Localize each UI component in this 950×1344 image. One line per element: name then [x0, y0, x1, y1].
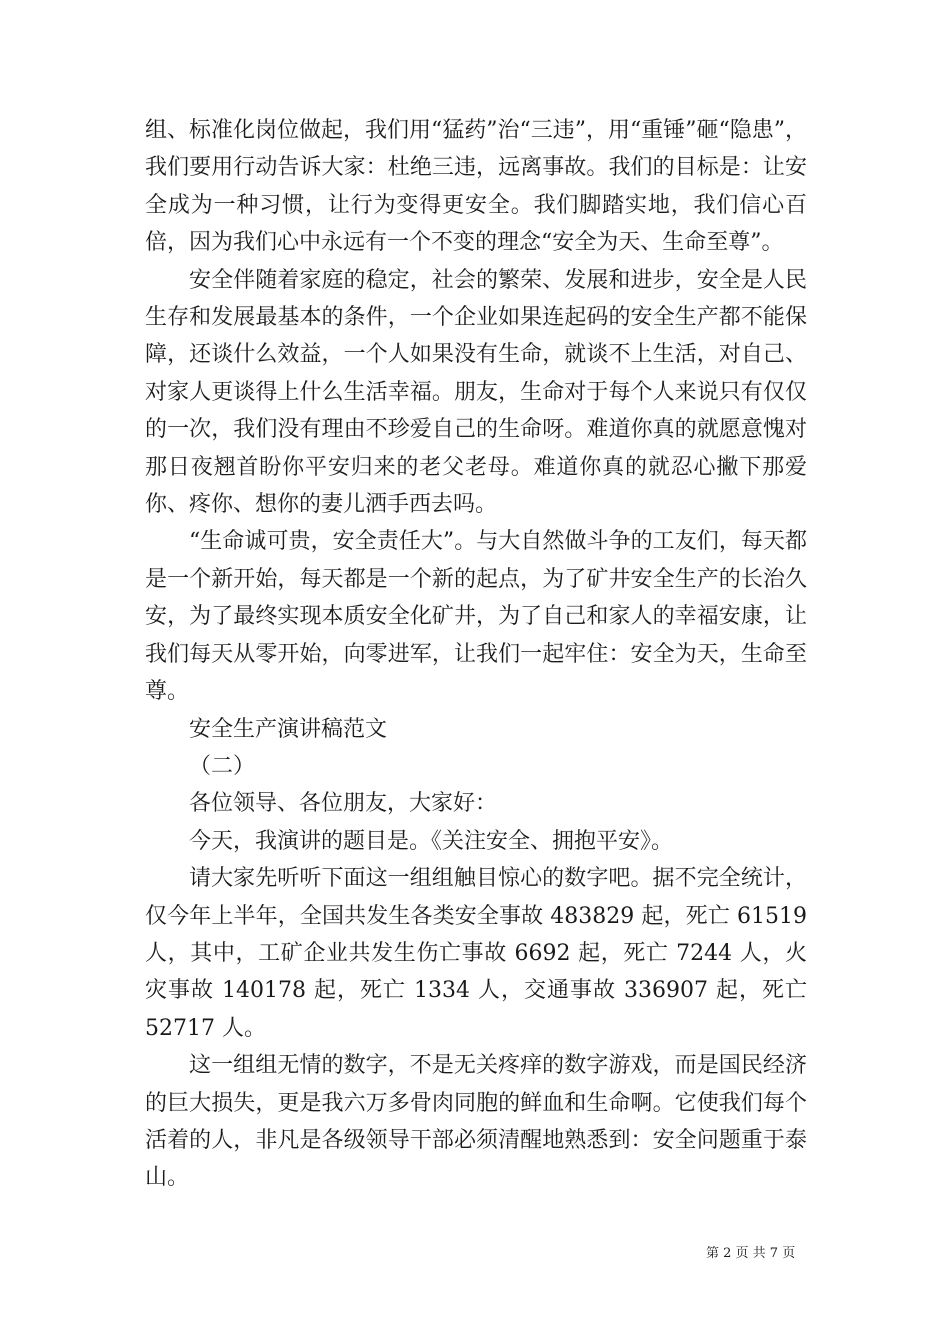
paragraph-conclusion: 这一组组无情的数字，不是无关疼痒的数字游戏，而是国民经济的巨大损失，更是我六万多骨肉同胞的鲜血和生命啊。它使我们每个活着的人，非凡是各级领导干部必须清醒地熟悉到：安全问题重于泰山。 — [145, 1053, 807, 1191]
paragraph-3: “生命诚可贵，安全责任大”。与大自然做斗争的工友们，每天都是一个新开始，每天都是一个新的起点，为了矿井安全生产的长治久安，为了最终实现本质安全化矿井，为了自己和家人的幸福安康，让我们每天从零开始，向零进军，让我们一起牢住：安全为天，生命至尊。 — [145, 529, 807, 705]
paragraph-2: 安全伴随着家庭的稳定，社会的繁荣、发展和进步，安全是人民生存和发展最基本的条件，一个企业如果连起码的安全生产都不能保障，还谈什么效益，一个人如果没有生命，就谈不上生活，对自己、对家人更谈得上什么生活幸福。朋友，生命对于每个人来说只有仅仅的一次，我们没有理由不珍爱自己的生命呀。难道你真的就愿意愧对那日夜翘首盼你平安归来的老父老母。难道你真的就忍心撇下那爱你、疼你、想你的妻儿洒手西去吗。 — [145, 267, 807, 518]
section-number: （二） — [189, 753, 256, 779]
page-number: 第 2 页 共 7 页 — [706, 1246, 796, 1261]
paragraph-1: 组、标准化岗位做起，我们用“猛药”治“三违”，用“重锤”砸“隐患”，我们要用行动告诉大家：杜绝三违，远离事故。我们的目标是：让安全成为一种习惯，让行为变得更安全。我们脚踏实地，我们信心百倍，因为我们心中永远有一个不变的理念“安全为天、生命至尊”。 — [145, 118, 807, 256]
speech-topic: 今天，我演讲的题目是。《关注安全、拥抱平安》。 — [189, 828, 674, 854]
section-title: 安全生产演讲稿范文 — [189, 716, 388, 742]
greeting: 各位领导、各位朋友，大家好： — [189, 791, 498, 817]
document-body — [145, 112, 807, 1197]
paragraph-statistics: 请大家先听听下面这一组组触目惊心的数字吧。据不完全统计，仅今年上半年，全国共发生各类安全事故 483829 起，死亡 61519 人，其中，工矿企业共发生伤亡事故 6692 起，死亡 7244 人，火灾事故 140178 起，死亡 1334 人，交通事故 336907 起，死亡 52717 人。 — [145, 866, 807, 1041]
